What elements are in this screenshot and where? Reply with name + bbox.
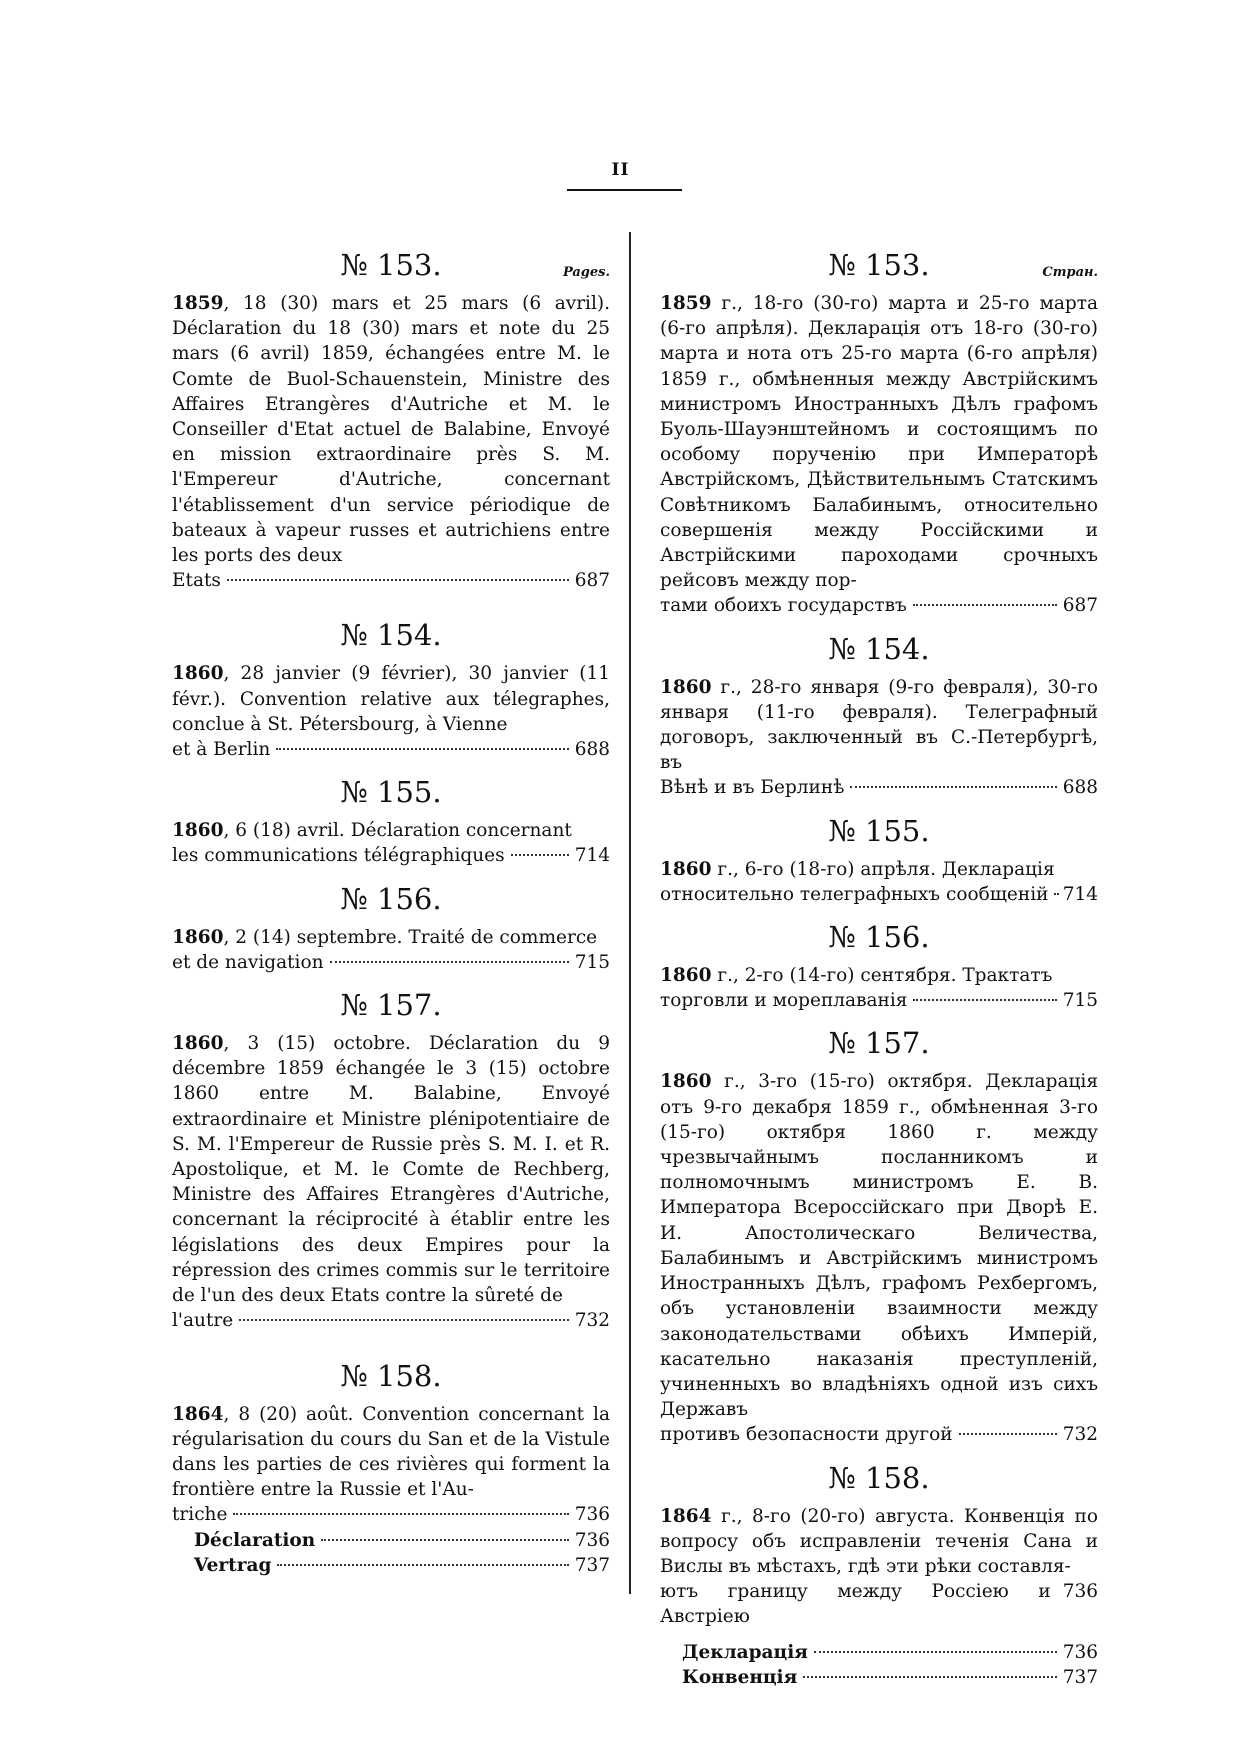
entry-number: № 155. bbox=[340, 775, 442, 810]
page-ref: 688 bbox=[1062, 777, 1098, 799]
entry-number: № 154. bbox=[828, 631, 930, 666]
page-ref: 715 bbox=[1062, 990, 1098, 1012]
page-ref: 737 bbox=[574, 1554, 610, 1576]
entry-number: № 157. bbox=[828, 1026, 930, 1061]
sub-item: Конвенція 737 bbox=[660, 1665, 1098, 1690]
entry-description: 1860 г., 6-го (18-го) апрѣля. Декларація относительно телеграфныхъ сообщеній 714 bbox=[660, 857, 1098, 907]
sub-item: Déclaration 736 bbox=[172, 1528, 610, 1553]
entry-number: № 153. Стран. bbox=[828, 248, 1098, 282]
french-column bbox=[172, 245, 610, 1578]
page-folio: II bbox=[611, 160, 630, 180]
entry-description: 1860 г., 2-го (14-го) сентября. Трактатъ торговли и мореплаванія 715 bbox=[660, 963, 1098, 1013]
page-ref: 737 bbox=[1062, 1666, 1098, 1688]
page-ref: 715 bbox=[574, 951, 610, 973]
entry-description: 1859 г., 18-го (30-го) марта и 25-го марта (6-го апрѣля). Декларація отъ 18-го (30-го) марта и нота отъ 25-го марта (6-го апрѣля) 1859 г., обмѣненныя между Австрійскимъ министромъ Иностранныхъ Дѣлъ графомъ Буоль-Шауэнштейномъ и состоящимъ по особому порученію при Императорѣ Австрійскомъ, Дѣйствительнымъ Статскимъ Совѣтникомъ Балабинымъ, относительно совершенія между Россійскими и Австрійскими пароходами срочныхъ рейсовъ между пор- тами обоихъ государствъ 687 bbox=[660, 291, 1098, 619]
folio-rule bbox=[567, 189, 682, 191]
page-ref: 688 bbox=[574, 739, 610, 761]
entry-number: № 156. bbox=[828, 920, 930, 955]
entry-description: 1860, 28 janvier (9 février), 30 janvier (11 févr.). Convention relative aux télegraphes, conclue à St. Pétersbourg, à Vienne et à Berlin 688 bbox=[172, 661, 610, 762]
page-ref: 732 bbox=[1062, 1424, 1098, 1446]
entry-number: № 157. bbox=[340, 988, 442, 1023]
entry-number: № 153. Pages. bbox=[340, 248, 610, 282]
entry-description: 1860, 2 (14) septembre. Traité de commerce et de navigation 715 bbox=[172, 925, 610, 975]
entry-number: № 156. bbox=[340, 881, 442, 916]
page-ref: 736 bbox=[1062, 1641, 1098, 1663]
column-divider bbox=[629, 232, 631, 1594]
russian-column bbox=[660, 245, 1098, 1690]
sub-item: Vertrag 737 bbox=[172, 1553, 610, 1578]
sub-item: Декларація 736 bbox=[660, 1640, 1098, 1665]
entry-description: 1864, 8 (20) août. Convention concernant la régularisation du cours du San et de la Vistule dans les parties de ces rivières qui forment la frontière entre la Russie et l'Au- triche 736 bbox=[172, 1402, 610, 1528]
entry-description: 1860 г., 3-го (15-го) октября. Декларація отъ 9-го декабря 1859 г., обмѣненная 3-го (15-го) октября 1860 г. между чрезвычайнымъ посланникомъ и полномочнымъ министромъ Е. В. Императора Всероссійскаго при Дворѣ Е. И. Апостолическаго Величества, Балабинымъ и Австрійскимъ министромъ Иностранныхъ Дѣлъ, графомъ Рехбергомъ, объ установленіи взаимности между законодательствами обѣихъ Имперій, касательно наказанія преступленій, учиненныхъ во владѣніяхъ одной изъ сихъ Державъ противъ безопасности другой 732 bbox=[660, 1069, 1098, 1447]
pages-label: Стран. bbox=[1042, 265, 1098, 280]
entry-description: 1860 г., 28-го января (9-го февраля), 30-го января (11-го февраля). Телеграфный договоръ, заключенный въ С.-Петербургѣ, въ Вѣнѣ и въ Берлинѣ 688 bbox=[660, 675, 1098, 801]
page-ref: 736 bbox=[574, 1504, 610, 1526]
page-ref: 714 bbox=[1062, 883, 1098, 905]
entry-description: 1864 г., 8-го (20-го) августа. Конвенція по вопросу объ исправленіи теченія Сана и Вислы въ мѣстахъ, гдѣ эти рѣки составля- ютъ границу между Россіею и Австріею 736 bbox=[660, 1505, 1098, 1628]
entry-number: № 155. bbox=[828, 813, 930, 848]
entry-number: № 158. bbox=[340, 1358, 442, 1393]
pages-label: Pages. bbox=[562, 265, 610, 280]
page-ref: 736 bbox=[1062, 1581, 1098, 1603]
page-ref: 687 bbox=[574, 570, 610, 592]
entry-number: № 158. bbox=[828, 1460, 930, 1495]
page-ref: 732 bbox=[574, 1310, 610, 1332]
entry-description: 1859, 18 (30) mars et 25 mars (6 avril). Déclaration du 18 (30) mars et note du 25 mars (6 avril) 1859, échangées entre M. le Comte de Buol-Schauenstein, Ministre des Affaires Etrangères d'Autriche et M. le Conseiller d'Etat actuel de Balabine, Envoyé en mission extraordinaire près S. M. l'Empereur d'Autriche, concernant l'établissement d'un service périodique de bateaux à vapeur russes et autrichiens entre les ports des deux Etats 687 bbox=[172, 291, 610, 593]
entry-number: № 154. bbox=[340, 618, 442, 653]
entry-description: 1860, 3 (15) octobre. Déclaration du 9 décembre 1859 échangée le 3 (15) octobre 1860 entre M. Balabine, Envoyé extraordinaire et Ministre plénipotentiaire de S. M. l'Empereur de Russie près S. M. I. et R. Apostolique, et M. le Comte de Rechberg, Ministre des Affaires Etrangères d'Autriche, concernant la réciprocité à établir entre les législations des deux Empires pour la répression des crimes commis sur le territoire de l'un des deux Etats contre la sûreté de l'autre 732 bbox=[172, 1031, 610, 1333]
entry-description: 1860, 6 (18) avril. Déclaration concernant les communications télégraphiques 714 bbox=[172, 818, 610, 868]
page-ref: 714 bbox=[574, 845, 610, 867]
page-ref: 736 bbox=[574, 1529, 610, 1551]
page-ref: 687 bbox=[1062, 595, 1098, 617]
